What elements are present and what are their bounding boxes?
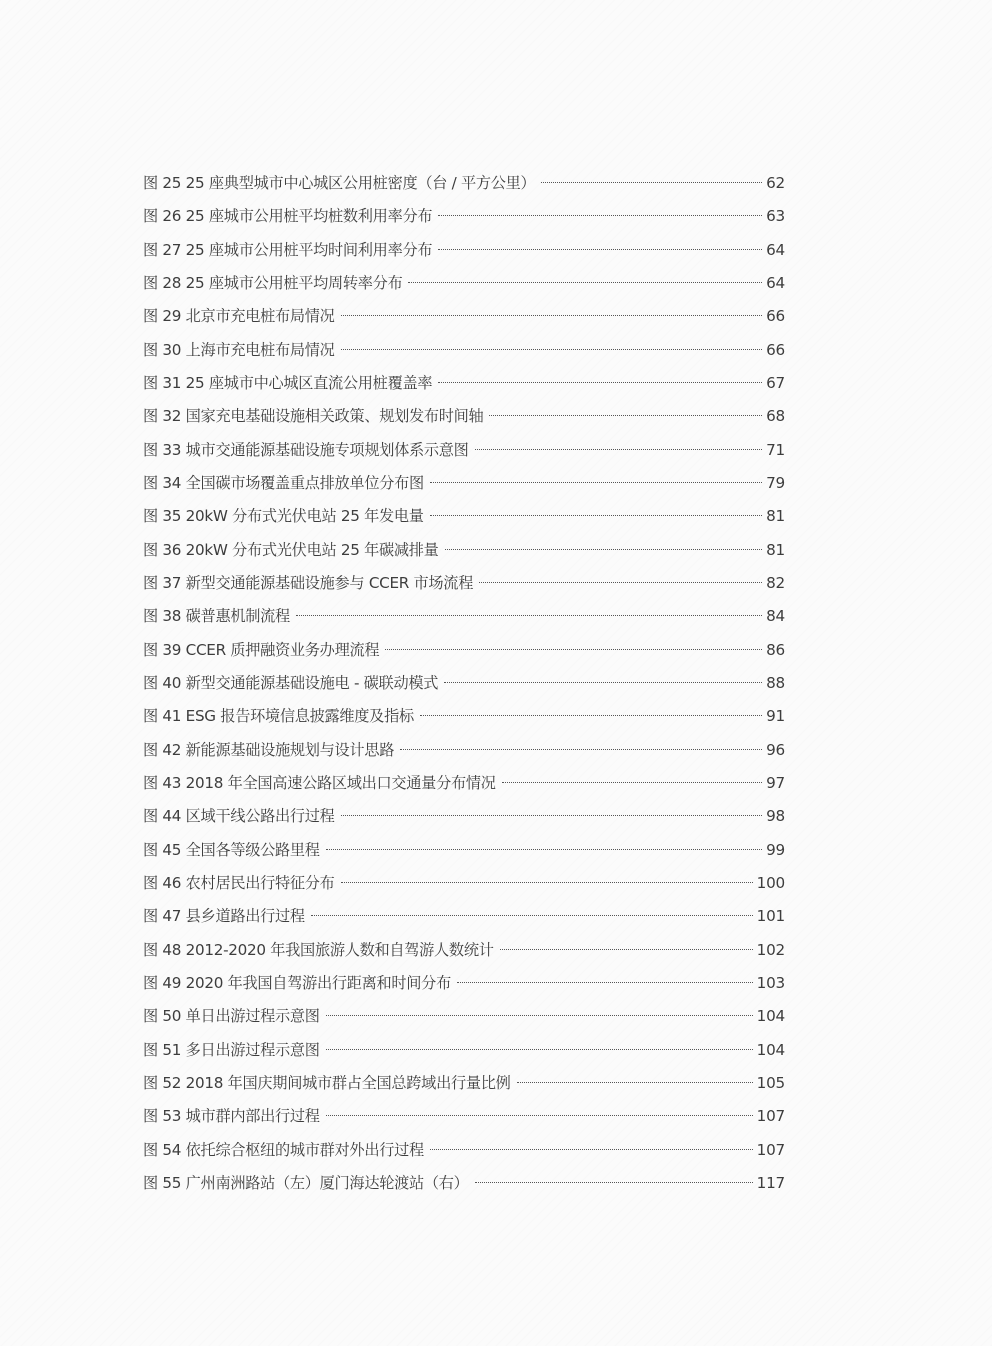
toc-entry-page-number: 64: [766, 240, 785, 259]
toc-entry[interactable]: [143, 800, 785, 833]
toc-entry-title: 图 35 20kW 分布式光伏电站 25 年发电量: [143, 507, 424, 526]
toc-entry-page-number: 66: [766, 307, 785, 326]
toc-entry[interactable]: [143, 1034, 785, 1067]
toc-entry[interactable]: [143, 700, 785, 733]
toc-entry[interactable]: [143, 1100, 785, 1133]
toc-entry-title: 图 38 碳普惠机制流程: [143, 607, 290, 626]
dot-leader: [326, 849, 762, 850]
toc-entry-page-number: 79: [766, 473, 785, 492]
toc-entry[interactable]: [143, 600, 785, 633]
toc-entry[interactable]: [143, 1134, 785, 1167]
toc-entry[interactable]: [143, 234, 785, 267]
dot-leader: [430, 1149, 753, 1150]
toc-entry[interactable]: [143, 267, 785, 300]
toc-entry-page-number: 107: [756, 1140, 785, 1159]
dot-leader: [408, 282, 762, 283]
toc-entry[interactable]: [143, 1167, 785, 1200]
dot-leader: [341, 815, 763, 816]
toc-entry-page-number: 88: [766, 673, 785, 692]
toc-entry[interactable]: [143, 734, 785, 767]
dot-leader: [420, 715, 762, 716]
toc-entry-page-number: 71: [766, 440, 785, 459]
toc-entry-title: 图 27 25 座城市公用桩平均时间利用率分布: [143, 240, 433, 259]
dot-leader: [385, 649, 762, 650]
dot-leader: [438, 249, 762, 250]
toc-entry-page-number: 63: [766, 207, 785, 226]
toc-entry-page-number: 81: [766, 540, 785, 559]
toc-entry-page-number: 96: [766, 740, 785, 759]
toc-entry-page-number: 99: [766, 840, 785, 859]
dot-leader: [311, 915, 753, 916]
toc-entry-page-number: 104: [756, 1040, 785, 1059]
toc-entry-title: 图 49 2020 年我国自驾游出行距离和时间分布: [143, 973, 451, 992]
dot-leader: [517, 1082, 753, 1083]
toc-entry[interactable]: [143, 500, 785, 533]
figure-list: [143, 167, 785, 1200]
toc-entry[interactable]: [143, 634, 785, 667]
toc-entry-title: 图 40 新型交通能源基础设施电 - 碳联动模式: [143, 673, 439, 692]
toc-entry-page-number: 97: [766, 773, 785, 792]
dot-leader: [326, 1049, 753, 1050]
dot-leader: [326, 1115, 753, 1116]
dot-leader: [500, 949, 753, 950]
toc-entry-page-number: 102: [756, 940, 785, 959]
toc-entry[interactable]: [143, 200, 785, 233]
dot-leader: [341, 315, 763, 316]
toc-entry[interactable]: [143, 534, 785, 567]
dot-leader: [479, 582, 762, 583]
toc-entry-title: 图 42 新能源基础设施规划与设计思路: [143, 740, 395, 759]
toc-entry[interactable]: [143, 834, 785, 867]
toc-entry[interactable]: [143, 467, 785, 500]
toc-entry-title: 图 50 单日出游过程示意图: [143, 1007, 320, 1026]
toc-entry-title: 图 47 县乡道路出行过程: [143, 907, 305, 926]
toc-entry[interactable]: [143, 1067, 785, 1100]
dot-leader: [400, 749, 762, 750]
toc-entry-title: 图 51 多日出游过程示意图: [143, 1040, 320, 1059]
toc-entry-page-number: 100: [756, 873, 785, 892]
toc-entry[interactable]: [143, 1000, 785, 1033]
toc-entry[interactable]: [143, 300, 785, 333]
toc-entry-page-number: 64: [766, 273, 785, 292]
toc-entry-title: 图 44 区域干线公路出行过程: [143, 807, 335, 826]
dot-leader: [475, 449, 763, 450]
toc-entry-title: 图 54 依托综合枢纽的城市群对外出行过程: [143, 1140, 424, 1159]
toc-entry-title: 图 36 20kW 分布式光伏电站 25 年碳减排量: [143, 540, 439, 559]
toc-entry-title: 图 43 2018 年全国高速公路区域出口交通量分布情况: [143, 773, 496, 792]
toc-entry-page-number: 107: [756, 1107, 785, 1126]
toc-entry[interactable]: [143, 900, 785, 933]
toc-entry-page-number: 98: [766, 807, 785, 826]
toc-entry-title: 图 46 农村居民出行特征分布: [143, 873, 335, 892]
toc-entry-page-number: 82: [766, 573, 785, 592]
toc-entry-title: 图 48 2012-2020 年我国旅游人数和自驾游人数统计: [143, 940, 494, 959]
toc-entry[interactable]: [143, 334, 785, 367]
toc-entry-title: 图 28 25 座城市公用桩平均周转率分布: [143, 273, 403, 292]
dot-leader: [341, 882, 753, 883]
toc-entry-title: 图 30 上海市充电桩布局情况: [143, 340, 335, 359]
toc-entry[interactable]: [143, 667, 785, 700]
dot-leader: [341, 349, 763, 350]
dot-leader: [438, 382, 762, 383]
dot-leader: [541, 182, 762, 183]
toc-entry-page-number: 91: [766, 707, 785, 726]
toc-entry-page-number: 84: [766, 607, 785, 626]
toc-entry-title: 图 39 CCER 质押融资业务办理流程: [143, 640, 380, 659]
toc-entry-page-number: 66: [766, 340, 785, 359]
toc-entry-title: 图 26 25 座城市公用桩平均桩数利用率分布: [143, 207, 433, 226]
toc-entry-title: 图 55 广州南洲路站（左）厦门海达轮渡站（右）: [143, 1173, 469, 1192]
toc-entry[interactable]: [143, 400, 785, 433]
toc-entry[interactable]: [143, 967, 785, 1000]
dot-leader: [326, 1015, 753, 1016]
toc-entry[interactable]: [143, 167, 785, 200]
toc-entry-title: 图 32 国家充电基础设施相关政策、规划发布时间轴: [143, 407, 484, 426]
toc-entry-title: 图 52 2018 年国庆期间城市群占全国总跨域出行量比例: [143, 1073, 511, 1092]
toc-entry[interactable]: [143, 767, 785, 800]
toc-entry-page-number: 86: [766, 640, 785, 659]
toc-entry-title: 图 41 ESG 报告环境信息披露维度及指标: [143, 707, 414, 726]
toc-entry[interactable]: [143, 867, 785, 900]
toc-entry[interactable]: [143, 367, 785, 400]
toc-entry-page-number: 101: [756, 907, 785, 926]
toc-entry[interactable]: [143, 934, 785, 967]
dot-leader: [457, 982, 753, 983]
toc-entry-page-number: 117: [756, 1173, 785, 1192]
dot-leader: [475, 1182, 753, 1183]
toc-entry-title: 图 25 25 座典型城市中心城区公用桩密度（台 / 平方公里）: [143, 174, 536, 192]
dot-leader: [502, 782, 762, 783]
dot-leader: [430, 515, 762, 516]
toc-entry-title: 图 45 全国各等级公路里程: [143, 840, 320, 859]
dot-leader: [296, 615, 762, 616]
toc-entry[interactable]: [143, 434, 785, 467]
toc-entry-title: 图 33 城市交通能源基础设施专项规划体系示意图: [143, 440, 469, 459]
toc-entry-page-number: 62: [766, 174, 785, 192]
dot-leader: [444, 682, 762, 683]
toc-entry-page-number: 68: [766, 407, 785, 426]
dot-leader: [445, 549, 762, 550]
toc-entry-page-number: 103: [756, 973, 785, 992]
toc-entry-page-number: 104: [756, 1007, 785, 1026]
toc-entry-title: 图 37 新型交通能源基础设施参与 CCER 市场流程: [143, 573, 474, 592]
toc-entry-title: 图 29 北京市充电桩布局情况: [143, 307, 335, 326]
toc-entry-title: 图 31 25 座城市中心城区直流公用桩覆盖率: [143, 373, 433, 392]
toc-entry[interactable]: [143, 567, 785, 600]
dot-leader: [438, 215, 762, 216]
toc-entry-page-number: 81: [766, 507, 785, 526]
toc-entry-page-number: 105: [756, 1073, 785, 1092]
toc-entry-title: 图 53 城市群内部出行过程: [143, 1107, 320, 1126]
toc-entry-page-number: 67: [766, 373, 785, 392]
dot-leader: [489, 415, 762, 416]
toc-entry-title: 图 34 全国碳市场覆盖重点排放单位分布图: [143, 473, 424, 492]
dot-leader: [430, 482, 762, 483]
